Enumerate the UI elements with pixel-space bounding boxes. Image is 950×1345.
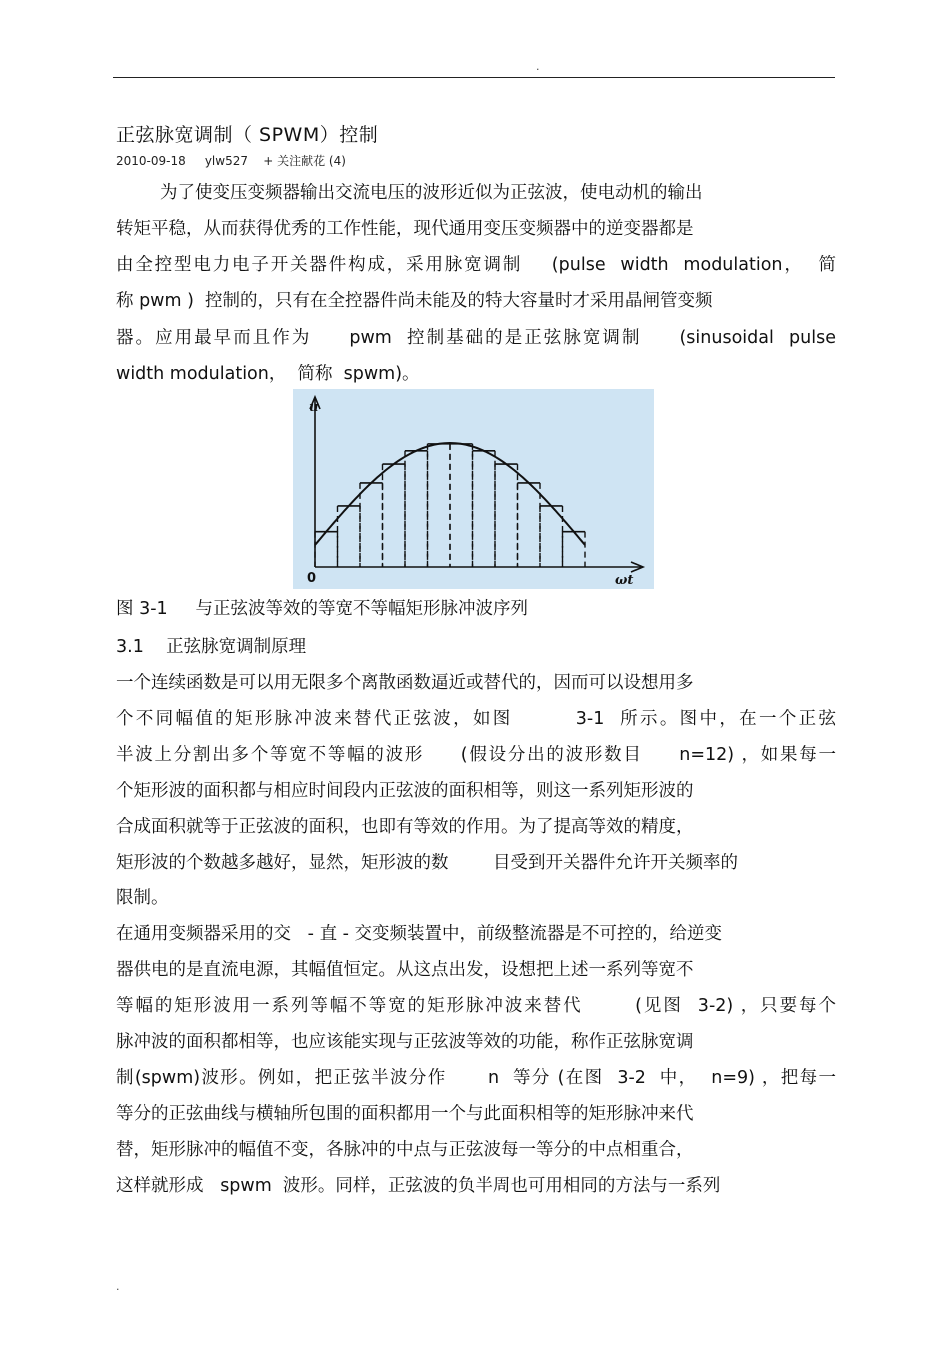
- footer-dot: .: [116, 1280, 120, 1293]
- article-meta: [116, 152, 346, 169]
- paragraph-line: 限制。: [116, 888, 169, 908]
- article-title: 正弦脉宽调制（ SPWM）控制: [116, 124, 379, 146]
- paragraph-line: 等幅的矩形波用一系列等幅不等宽的矩形脉冲波来替代 (见图 3-2) ，只要每个: [116, 996, 836, 1016]
- paragraph-line: 制(spwm)波形。例如，把正弦半波分作 n 等分 (在图 3-2 中， n=9) ，把每一: [116, 1068, 836, 1088]
- paragraph-line: 等分的正弦曲线与横轴所包围的面积都用一个与此面积相等的矩形脉冲来代: [116, 1104, 694, 1124]
- figure-caption: 图 3-1 与正弦波等效的等宽不等幅矩形脉冲波序列: [116, 599, 528, 619]
- paragraph-line: 矩形波的个数越多越好，显然，矩形波的数 目受到开关器件允许开关频率的: [116, 853, 738, 873]
- sine-pulse-diagram: [293, 389, 654, 589]
- paragraph-line: 转矩平稳，从而获得优秀的工作性能，现代通用变压变频器中的逆变器都是: [116, 219, 694, 239]
- paragraph-line: width modulation， 简称 spwm)。: [116, 364, 420, 384]
- header-dot: .: [536, 60, 540, 73]
- figure-3-1: [293, 389, 654, 589]
- header-rule: [113, 77, 835, 78]
- paragraph-line: 替，矩形脉冲的幅值不变，各脉冲的中点与正弦波每一等分的中点相重合，: [116, 1140, 694, 1160]
- paragraph-line: 这样就形成 spwm 波形。同样，正弦波的负半周也可用相同的方法与一系列: [116, 1176, 721, 1196]
- paragraph-line: 脉冲波的面积都相等，也应该能实现与正弦波等效的功能，称作正弦脉宽调: [116, 1032, 694, 1052]
- paragraph-line: 半波上分割出多个等宽不等幅的波形 (假设分出的波形数目 n=12) ，如果每一: [116, 745, 836, 765]
- follow-button[interactable]: + 关注献花 (4): [263, 154, 346, 168]
- paragraph-line: 个不同幅值的矩形脉冲波来替代正弦波，如图 3-1 所示。图中，在一个正弦: [116, 709, 836, 729]
- section-heading: 3.1 正弦脉宽调制原理: [116, 637, 307, 657]
- paragraph-line: 器。应用最早而且作为 pwm 控制基础的是正弦脉宽调制 (sinusoidal pulse: [116, 328, 836, 348]
- paragraph-line: 在通用变频器采用的交 - 直 - 交变频装置中，前级整流器是不可控的，给逆变: [116, 924, 723, 944]
- paragraph-line: 为了使变压变频器输出交流电压的波形近似为正弦波，使电动机的输出: [160, 183, 703, 203]
- x-axis-label: ωt: [615, 573, 634, 588]
- paragraph-line: 由全控型电力电子开关器件构成，采用脉宽调制 (pulse width modulation， 简: [116, 255, 836, 275]
- paragraph-line: 合成面积就等于正弦波的面积，也即有等效的作用。为了提高等效的精度，: [116, 817, 694, 837]
- author-link[interactable]: ylw527: [204, 154, 248, 168]
- paragraph-line: 一个连续函数是可以用无限多个离散函数逼近或替代的，因而可以设想用多: [116, 673, 694, 693]
- paragraph-line: 器供电的是直流电源，其幅值恒定。从这点出发，设想把上述一系列等宽不: [116, 960, 694, 980]
- y-axis-label: u: [309, 400, 319, 415]
- pulse-group: [315, 444, 585, 567]
- post-date: 2010-09-18: [116, 154, 186, 168]
- origin-label: 0: [307, 571, 317, 586]
- paragraph-line: 称 pwm ) 控制的，只有在全控器件尚未能及的特大容量时才采用晶闸管变频: [116, 291, 713, 311]
- paragraph-line: 个矩形波的面积都与相应时间段内正弦波的面积相等，则这一系列矩形波的: [116, 781, 694, 801]
